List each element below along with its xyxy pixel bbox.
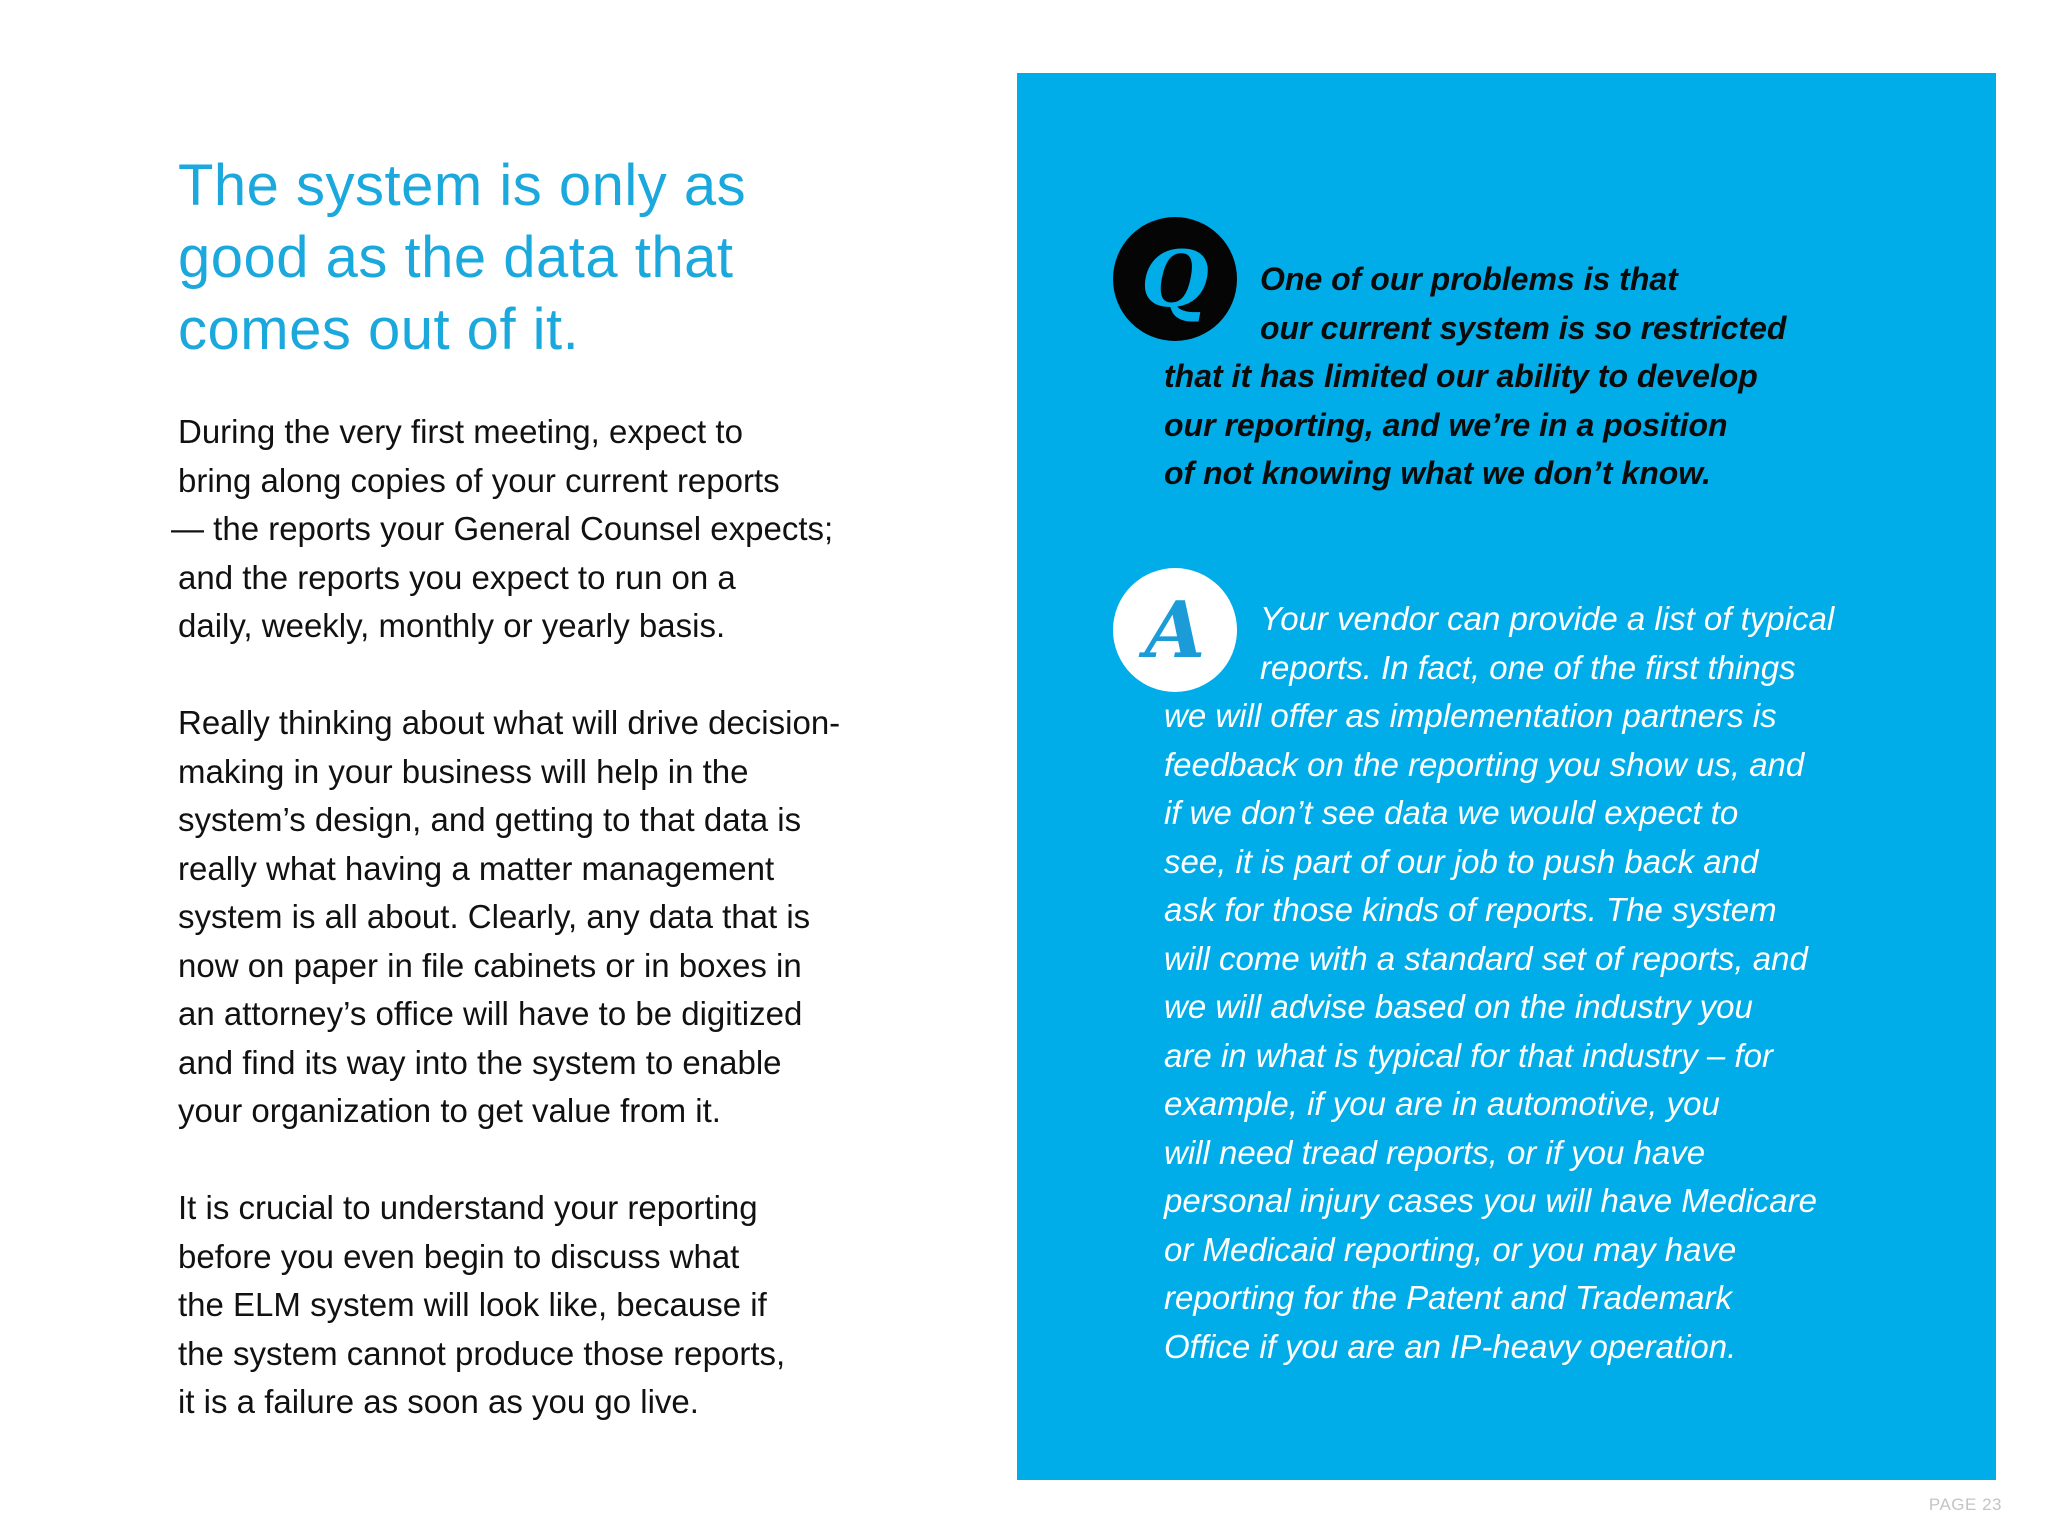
- answer-text: [1164, 595, 1834, 1371]
- text-line: and the reports you expect to run on a: [178, 558, 736, 596]
- answer-line: we will advise based on the industry you: [1164, 988, 1753, 1025]
- text-line: before you even begin to discuss what: [178, 1237, 740, 1275]
- question-text: [1164, 255, 1786, 498]
- body-paragraph-2: [178, 699, 898, 1136]
- answer-line: are in what is typical for that industry – for: [1164, 1036, 1773, 1074]
- answer-line: we will offer as implementation partners is: [1164, 697, 1777, 734]
- text-line: daily, weekly, monthly or yearly basis.: [178, 607, 726, 644]
- qa-sidebar-panel: [1017, 73, 1996, 1480]
- question-line: One of our problems is that: [1260, 261, 1678, 297]
- text-line: During the very first meeting, expect to: [178, 413, 743, 450]
- body-paragraph-3: [178, 1184, 898, 1427]
- main-article: [171, 150, 898, 1475]
- text-line: It is crucial to understand your reporting: [178, 1189, 758, 1226]
- text-line: and find its way into the system to enable: [178, 1043, 782, 1081]
- answer-badge-icon: A: [1113, 568, 1237, 692]
- headline-line: The system is only as: [178, 153, 747, 218]
- answer-line: reporting for the Patent and Trademark: [1164, 1279, 1733, 1316]
- question-line: that it has limited our ability to develop: [1164, 358, 1758, 394]
- text-line: now on paper in file cabinets or in boxes in: [178, 946, 802, 984]
- answer-line: Your vendor can provide a list of typical: [1260, 600, 1835, 637]
- text-line: it is a failure as soon as you go live.: [178, 1383, 699, 1420]
- text-line: the ELM system will look like, because if: [178, 1286, 767, 1323]
- answer-line: will need tread reports, or if you have: [1164, 1133, 1706, 1171]
- answer-line: or Medicaid reporting, or you may have: [1164, 1230, 1737, 1268]
- text-line: really what having a matter management: [178, 849, 775, 887]
- answer-line: if we don’t see data we would expect to: [1164, 794, 1739, 831]
- answer-line: reports. In fact, one of the first things: [1260, 648, 1796, 686]
- answer-line: example, if you are in automotive, you: [1164, 1085, 1720, 1122]
- question-badge-icon: Q: [1113, 217, 1237, 341]
- page-number: PAGE 23: [1928, 1495, 2002, 1514]
- question-line: our current system is so restricted: [1260, 309, 1787, 346]
- answer-line: personal injury cases you will have Medicare: [1164, 1182, 1817, 1219]
- text-line: your organization to get value from it.: [178, 1092, 721, 1129]
- text-line: the system cannot produce those reports,: [178, 1334, 786, 1372]
- text-line: system’s design, and getting to that data is: [178, 801, 802, 838]
- answer-line: see, it is part of our job to push back and: [1164, 842, 1759, 880]
- text-line: system is all about. Clearly, any data that is: [178, 898, 811, 935]
- answer-line: feedback on the reporting you show us, and: [1164, 745, 1805, 783]
- answer-line: Office if you are an IP-heavy operation.: [1164, 1327, 1737, 1365]
- answer-line: ask for those kinds of reports. The system: [1164, 891, 1777, 928]
- text-line: an attorney’s office will have to be digitized: [178, 995, 803, 1032]
- body-paragraph-1: [171, 408, 898, 651]
- answer-line: will come with a standard set of reports, and: [1164, 939, 1808, 977]
- question-line: our reporting, and we’re in a position: [1164, 406, 1728, 443]
- text-line: bring along copies of your current reports: [178, 461, 780, 499]
- text-line: making in your business will help in the: [178, 752, 749, 790]
- text-line: — the reports your General Counsel expects;: [171, 510, 834, 547]
- page-headline: [178, 150, 898, 366]
- text-line: Really thinking about what will drive decision-: [178, 704, 841, 741]
- headline-line: comes out of it.: [178, 297, 580, 362]
- headline-line: good as the data that: [178, 225, 734, 290]
- question-line: of not knowing what we don’t know.: [1164, 455, 1711, 491]
